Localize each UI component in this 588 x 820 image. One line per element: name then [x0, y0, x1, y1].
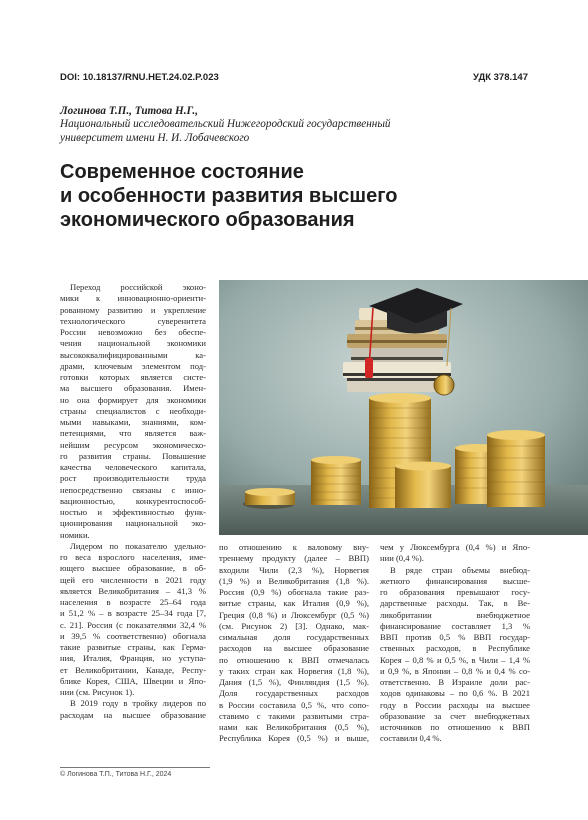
- doi-label: DOI: 10.18137/RNU.HET.24.02.P.023: [60, 72, 219, 83]
- text-line: с. 21]. Россия (с показателями 32,4 %: [60, 619, 206, 630]
- text-line: чем у Люксембурга (0,4 %) и Япо-: [380, 542, 530, 552]
- text-column-3: [380, 542, 530, 745]
- text-line: в России составила 0,5 %, что сопо-: [219, 699, 369, 710]
- text-line: Греция (0,8 %) и Люксембург (0,5 %): [219, 609, 369, 620]
- text-line: Россия (0,9 %) обогнала такие раз-: [219, 587, 369, 597]
- text-line: го веса взрослого населения, име-: [60, 552, 206, 562]
- text-line: расходам на высшее образование: [60, 709, 206, 720]
- text-line: Лидером по показателю удельно-: [70, 540, 206, 551]
- text-line: петенциями, что является важ-: [60, 428, 206, 439]
- text-line: (1,9 %) и Великобритания (1,8 %).: [219, 575, 369, 586]
- hero-image: [219, 280, 588, 535]
- affiliation-line-2: университет имени Н. И. Лобачевского: [60, 131, 250, 144]
- text-line: го образования превышают госу-: [380, 587, 530, 597]
- text-line: высококвалифицированными ка-: [60, 349, 206, 360]
- text-line: ликобритании внебюджетное: [380, 609, 530, 620]
- text-line: треннему продукту (далее – ВВП): [219, 553, 369, 564]
- text-line: мики к инновационно-ориенти-: [60, 293, 206, 304]
- title-line-3: экономического образования: [60, 209, 355, 231]
- text-line: витые страны, как Италия (0,9 %),: [219, 598, 369, 609]
- text-line: ма высшего образования. Имен-: [60, 383, 206, 394]
- text-line: ния, Италия, Франция, но уступа-: [60, 653, 206, 664]
- text-line: ет Великобритании, Канаде, Респу-: [60, 664, 206, 675]
- text-line: ставимо с такими развитыми стра-: [219, 710, 369, 721]
- text-line: готовки которых является систе-: [60, 372, 206, 382]
- udk-label: УДК 378.147: [473, 72, 528, 83]
- title-line-1: Современное состояние: [60, 161, 304, 183]
- author-names: Логинова Т.П., Титова Н.Г.,: [60, 105, 199, 117]
- text-line: жетного финансирования высше-: [380, 575, 530, 586]
- text-line: Доля государственных расходов: [219, 688, 369, 699]
- text-line: и 0,9 %, в Японии – 0,8 % и 0,4 % со-: [380, 665, 530, 676]
- coin-stack-left-mid: [311, 456, 361, 505]
- text-line: рованному развитию и укрепление: [60, 304, 206, 315]
- text-line: страны специалистов с необходи-: [60, 405, 206, 416]
- text-line: вационностью, конкурентоспособ-: [60, 495, 206, 506]
- graduation-cap-coins-illustration: [219, 280, 588, 535]
- text-line: ющего высшее образование, в об-: [60, 563, 206, 574]
- article-title: [60, 160, 530, 232]
- text-line: го развития страны. Повышение: [60, 450, 206, 461]
- text-line: образование за счет внебюджетных: [380, 710, 530, 721]
- text-line: ственных расходов, в Республике: [380, 643, 530, 654]
- text-line: (см. Рисунок 2) [3]. Однако, мак-: [219, 620, 369, 631]
- text-line: составили 0,4 %.: [380, 733, 442, 744]
- text-line: чения национальной экономики: [60, 338, 206, 349]
- text-line: является Великобритания – 41,3 %: [60, 585, 206, 596]
- footer-divider: [60, 767, 210, 768]
- copyright-footer: © Логинова Т.П., Титова Н.Г., 2024: [60, 771, 172, 778]
- text-line: технологического суверенитета: [60, 315, 206, 326]
- text-line: году в России расходы на высшее: [380, 699, 530, 710]
- text-line: ВВП против 0,5 % ВВП государ-: [380, 632, 530, 642]
- coin-stack-left-small: [245, 488, 295, 505]
- authors-block: [60, 105, 530, 145]
- text-line: по отношению к валовому вну-: [219, 542, 369, 552]
- text-line: у таких стран как Норвегия (1,8 %),: [219, 665, 369, 676]
- text-line: ходов одинаковы – по 0,6 %. В 2021: [380, 688, 530, 699]
- coin-stack-center-right: [395, 462, 451, 509]
- text-line: В 2019 году в тройку лидеров по: [70, 698, 206, 709]
- text-line: дарственные расходы. Так, в Ве-: [380, 598, 530, 609]
- text-line: щей его численности в 2021 году: [60, 574, 206, 585]
- text-line: источников по отношению к ВВП: [380, 722, 530, 732]
- text-line: нейшим ресурсом экономическо-: [60, 439, 206, 450]
- text-line: Корея – 0,8 % и 0,5 %, в Чили – 1,4 %: [380, 654, 530, 665]
- text-line: Дания (1,5 %), Финляндия (1,5 %).: [219, 677, 369, 687]
- coin-stack-far-right: [487, 430, 545, 507]
- text-line: ционирования национальной эко-: [60, 518, 206, 529]
- text-line: непосредственно связаны с инно-: [60, 484, 206, 495]
- affiliation-line-1: Национальный исследовательский Нижегородский государственный: [60, 118, 391, 131]
- text-line: нами как Великобритания (0,5 %),: [219, 722, 369, 732]
- text-line: нии (0,4 %).: [380, 553, 424, 564]
- text-line: и 51,2 % – в возрасте 25–34 года [7,: [60, 608, 206, 619]
- text-line: блике Корея, США, Швеции и Япо-: [60, 675, 206, 686]
- text-line: такие развитые страны, как Герма-: [60, 642, 206, 652]
- text-line: входили Чили (2,3 %), Норвегия: [219, 564, 369, 575]
- text-line: но она формирует для экономики: [60, 394, 206, 405]
- text-line: России невозможно без обеспе-: [60, 327, 206, 337]
- text-line: финансирование составляет 1,3 %: [380, 620, 530, 631]
- text-line: по отношению к ВВП отмечалась: [219, 654, 369, 665]
- title-line-2: и особенности развития высшего: [60, 185, 398, 207]
- text-line: качества человеческого капитала,: [60, 462, 206, 472]
- text-column-2: [219, 542, 369, 745]
- text-column-1: [60, 282, 206, 721]
- text-line: ответственно. В Израиле доли рас-: [380, 677, 530, 687]
- text-line: мыми навыками, знаниями, ком-: [60, 417, 206, 427]
- text-line: симальная доля государственных: [219, 632, 369, 642]
- text-line: рост производительности труда: [60, 473, 206, 484]
- text-line: и 39,5 % соответственно) обогнала: [60, 630, 206, 641]
- text-line: ностью и эффективностью функ-: [60, 507, 206, 517]
- text-line: номики.: [60, 529, 90, 540]
- text-line: драми, ключевым элементом под-: [60, 360, 206, 371]
- text-line: Республика Корея (0,5 %) и выше,: [219, 733, 369, 744]
- text-line: В ряде стран объемы внебюд-: [390, 564, 530, 575]
- text-line: населения в возрасте 25–64 года: [60, 597, 206, 607]
- text-line: Переход российской эконо-: [70, 282, 206, 292]
- text-line: нии (см. Рисунок 1).: [60, 687, 135, 697]
- text-line: расходов на высшее образование: [219, 643, 369, 654]
